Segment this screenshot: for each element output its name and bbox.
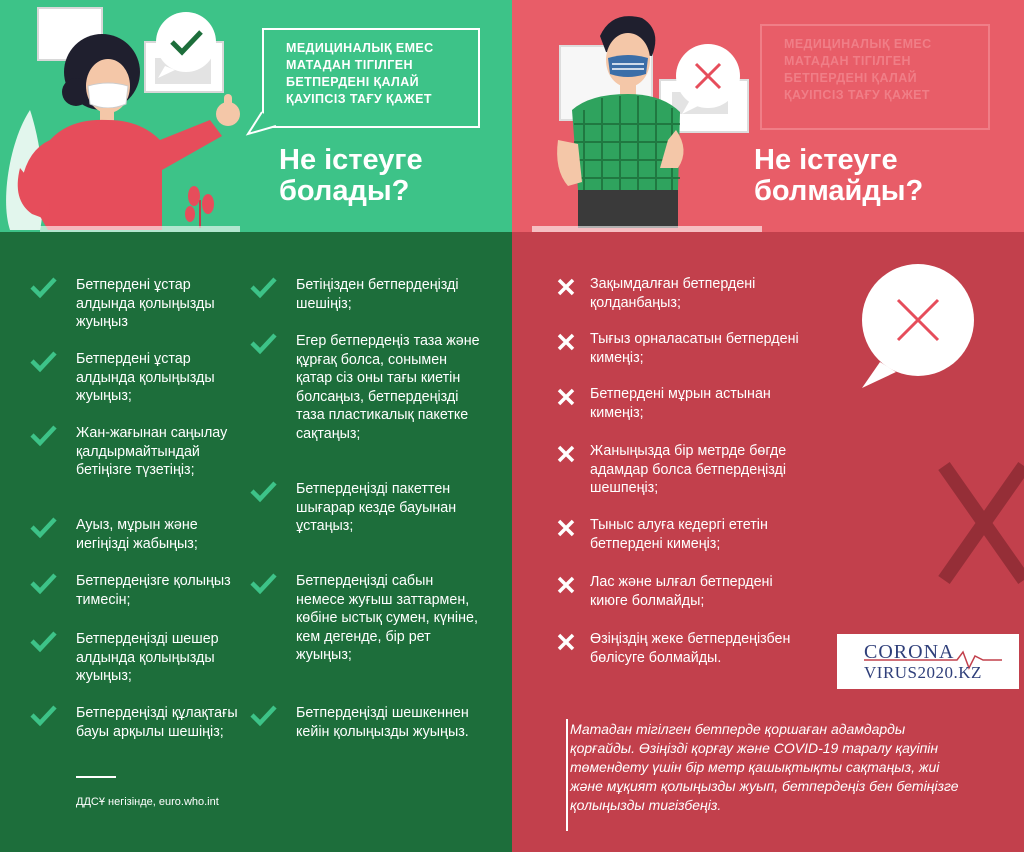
do-item: [76, 704, 246, 741]
check-icon: [28, 702, 58, 728]
do-item-text: Бетпердені ұстар алдында қолыңызды жуыңыз;: [76, 351, 215, 404]
check-icon: [248, 570, 278, 596]
check-icon: [28, 570, 58, 596]
cross-icon: [556, 575, 576, 595]
do-item-text: Жан-жағынан саңылау қалдырмайтындай бетіңізге түзетіңіз;: [76, 425, 228, 478]
source-divider: [76, 776, 116, 778]
do-item-text: Бетпердені ұстар алдында қолыңызды жуыңыз: [76, 277, 215, 330]
dont-item: [590, 275, 800, 312]
do-item-text: Егер бетпердеңіз таза және құрғақ болса, сонымен қатар сіз оны тағы киетін болсаңыз, бетпердеңізді таза пластикалық пакетке сақтаңыз;: [296, 333, 480, 442]
do-item: [76, 572, 246, 609]
dont-item-text: Лас және ылғал бетпердені киюге болмайды;: [590, 574, 773, 609]
do-item: [296, 572, 481, 665]
note-text: Матадан тігілген бетперде қоршаған адамдарды қорғайды. Өзіңізді қорғау және COVID-19 таралу қауіпін төмендету үшін бір метр қашықтықты сақтаңыз, жиі және мұқият қолыңызды жуып, бетпердеңіз бен бетіңізге қолыңызды тигізбеңіз.: [570, 721, 959, 813]
do-question: [279, 145, 423, 207]
do-item-text: Бетпердеңізді пакеттен шығарар кезде бауынан ұстаңыз;: [296, 481, 457, 534]
do-bubble-text: МЕДИЦИНАЛЫҚ ЕМЕС МАТАДАН ТІГІЛГЕН БЕТПЕРДЕНІ ҚАЛАЙ ҚАУІПСІЗ ТАҒУ ҚАЖЕТ: [286, 41, 434, 106]
bubble-tail: [0, 0, 512, 232]
dont-item: [590, 442, 800, 498]
do-item: [76, 350, 246, 406]
check-icon: [28, 514, 58, 540]
do-item-text: Ауыз, мұрын және иегіңізді жабыңыз;: [76, 517, 198, 552]
dont-item: [590, 630, 800, 667]
big-cross-icon: [944, 466, 1024, 580]
do-item-text: Бетпердеңізді шешер алдында қолыңызды жуыңыз;: [76, 631, 219, 684]
do-item: [76, 276, 246, 332]
cross-icon: [556, 632, 576, 652]
do-question-line1: Не істеуге: [279, 144, 423, 176]
do-item: [296, 332, 481, 443]
dont-item-text: Зақымдалған бетпердені қолданбаңыз;: [590, 276, 756, 311]
logo-line1: CORONA: [864, 641, 955, 663]
do-question-line2: болады?: [279, 175, 410, 207]
do-item-text: Бетпердеңізді құлақтағы бауы арқылы шешіңіз;: [76, 705, 238, 740]
cross-icon: [556, 277, 576, 297]
dont-item-text: Тығыз орналасатын бетпердені кимеңіз;: [590, 331, 799, 366]
source-text: ДДСҰ негізінде, euro.who.int: [76, 796, 219, 808]
do-item: [76, 516, 246, 553]
check-icon: [28, 348, 58, 374]
do-item-text: Бетпердеңізді сабын немесе жуғыш заттармен, көбіне ыстық сумен, күніне, кем дегенде, бір рет жуыңыз;: [296, 573, 478, 663]
note-divider: [566, 719, 568, 831]
do-item-text: Бетпердеңізге қолыңыз тимесін;: [76, 573, 231, 608]
dont-item-text: Өзіңіздің жеке бетпердеңізбен бөлісуге болмайды.: [590, 631, 791, 666]
dont-item-text: Бетпердені мұрын астынан кимеңіз;: [590, 386, 771, 421]
dont-item: [590, 573, 800, 610]
dont-bubble-text: МЕДИЦИНАЛЫҚ ЕМЕС МАТАДАН ТІГІЛГЕН БЕТПЕРДЕНІ ҚАЛАЙ ҚАУІПСІЗ ТАҒУ ҚАЖЕТ: [784, 37, 932, 102]
check-icon: [28, 274, 58, 300]
dont-item: [590, 330, 800, 367]
cross-icon: [556, 332, 576, 352]
check-icon: [248, 330, 278, 356]
do-item: [296, 276, 481, 313]
check-icon: [28, 422, 58, 448]
dont-item-text: Жаныңызда бір метрде бөгде адамдар болса бетпердеңізді шешпеңіз;: [590, 443, 787, 496]
dont-item: [590, 516, 800, 553]
check-icon: [248, 702, 278, 728]
check-icon: [248, 478, 278, 504]
dont-question-line2: болмайды?: [754, 175, 924, 207]
do-item-text: Бетпердеңізді шешкеннен кейін қолыңызды жуыңыз.: [296, 705, 469, 740]
do-item: [76, 630, 246, 686]
do-item: [76, 424, 246, 480]
coronavirus-logo[interactable]: [837, 634, 1019, 689]
check-icon: [248, 274, 278, 300]
logo-line2: VIRUS2020.KZ: [864, 663, 982, 682]
check-icon: [28, 628, 58, 654]
do-item: [296, 480, 481, 536]
dont-item: [590, 385, 800, 422]
cross-icon: [556, 387, 576, 407]
dont-item-text: Тыныс алуға кедергі ететін бетпердені кимеңіз;: [590, 517, 768, 552]
cross-icon: [556, 444, 576, 464]
dont-question-line1: Не істеуге: [754, 144, 898, 176]
do-item: [296, 704, 481, 741]
do-item-text: Бетіңізден бетпердеңізді шешіңіз;: [296, 277, 459, 312]
cross-icon: [556, 518, 576, 538]
